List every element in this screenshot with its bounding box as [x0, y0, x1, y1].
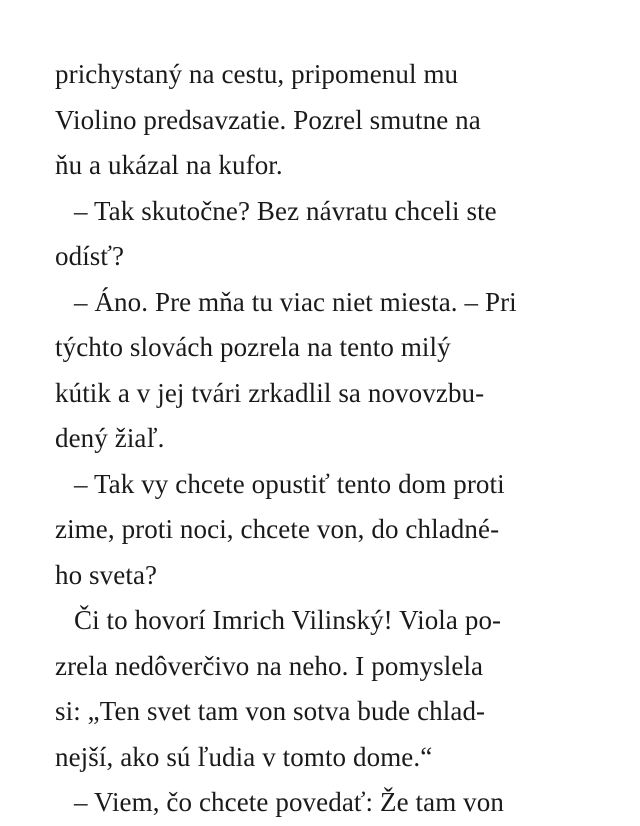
text-line: nejší, ako sú ľudia v tomto dome.“	[55, 741, 433, 772]
page-text	[55, 52, 585, 826]
text-line: – Tak vy chcete opustiť tento dom proti	[74, 468, 505, 499]
text-line: – Viem, čo chcete povedať: Že tam von	[74, 787, 504, 817]
text-line: ňu a ukázal na kufor.	[55, 150, 283, 180]
text-line: – Tak skutočne? Bez návratu chceli ste	[74, 195, 497, 226]
text-line: odísť?	[55, 241, 125, 271]
text-line: si: „Ten svet tam von sotva bude chlad-	[55, 696, 486, 726]
text-line: prichystaný na cestu, pripomenul mu	[55, 59, 459, 89]
text-line: zrela nedôverčivo na neho. I pomyslela	[55, 650, 484, 681]
text-line: – Áno. Pre mňa tu viac niet miesta. – Pri	[74, 286, 517, 317]
text-line: týchto slovách pozrela na tento milý	[55, 332, 451, 362]
text-line: kútik a v jej tvári zrkadlil sa novovzbu-	[55, 377, 485, 408]
text-line: ho sveta?	[55, 559, 158, 590]
text-line: zime, proti noci, chcete von, do chladné-	[55, 514, 500, 544]
text-line: Violino predsavzatie. Pozrel smutne na	[55, 104, 481, 135]
text-line: dený žiaľ.	[55, 423, 165, 453]
text-line: Či to hovorí Imrich Vilinský! Viola po-	[74, 605, 502, 635]
